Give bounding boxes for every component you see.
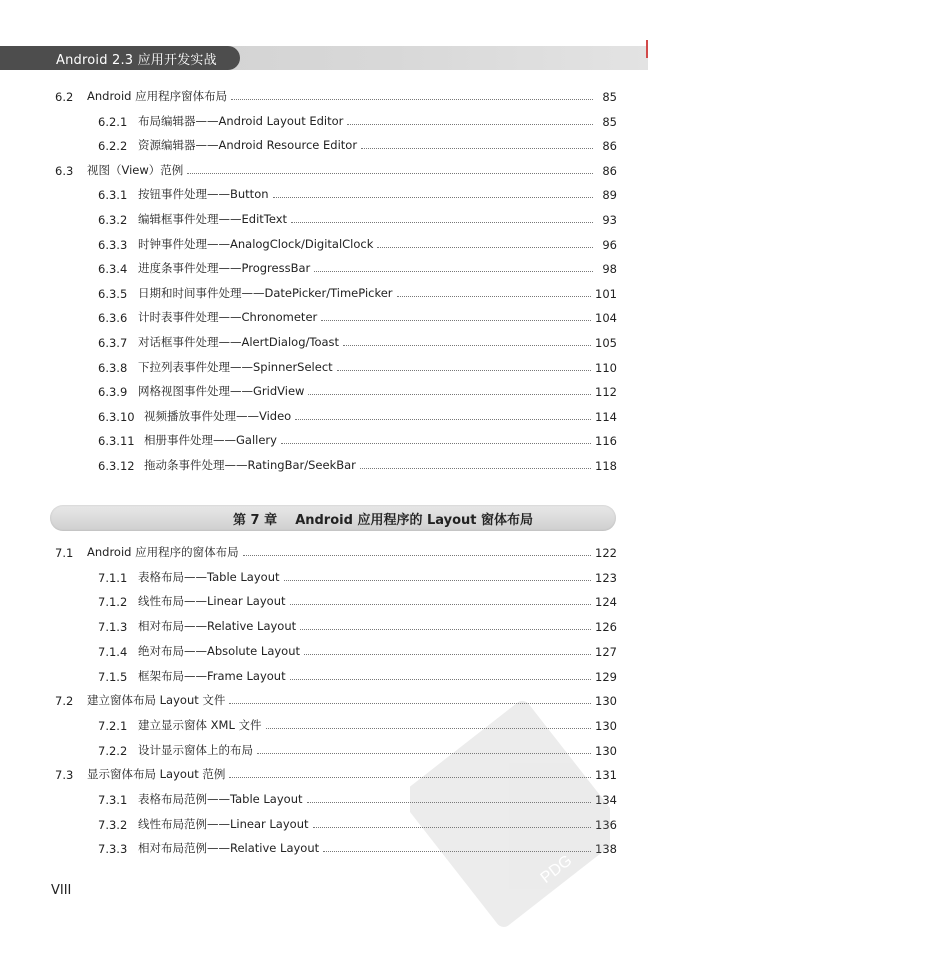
- dot-leader: [361, 148, 593, 149]
- toc-entry-number: 6.3.1: [98, 188, 128, 203]
- toc-entry-title: 进度条事件处理——ProgressBar: [138, 261, 311, 276]
- toc-entry-title: 视图（View）范例: [87, 162, 184, 177]
- dot-leader: [291, 222, 593, 223]
- dot-leader: [313, 827, 592, 828]
- dot-leader: [187, 173, 593, 174]
- dot-leader: [337, 370, 591, 371]
- toc-entry-page: 131: [595, 768, 617, 783]
- dot-leader: [300, 629, 591, 630]
- toc-entry-page: 112: [595, 385, 617, 400]
- toc-entry: [98, 616, 617, 634]
- toc-entry-title: 线性布局——Linear Layout: [138, 594, 286, 609]
- toc-entry-title: 视频播放事件处理——Video: [144, 408, 292, 423]
- dot-leader: [290, 604, 592, 605]
- toc-entry-page: 86: [602, 163, 617, 178]
- toc-entry-page: 89: [602, 188, 617, 203]
- toc-entry-title: 绝对布局——Absolute Layout: [138, 643, 301, 658]
- toc-entry-title: 相对布局——Relative Layout: [138, 619, 297, 634]
- toc-entry-page: 130: [595, 694, 617, 709]
- toc-entry-title: 表格布局——Table Layout: [138, 569, 280, 584]
- dot-leader: [323, 851, 591, 852]
- toc-entry-title: 网格视图事件处理——GridView: [138, 384, 305, 399]
- toc-entry-number: 6.2.2: [98, 139, 128, 154]
- dot-leader: [229, 703, 591, 704]
- toc-entry-number: 6.3: [55, 163, 74, 178]
- toc-entry: [98, 814, 617, 832]
- toc-entry: [98, 357, 617, 375]
- dot-leader: [377, 247, 593, 248]
- toc-entry-number: 7.3.3: [98, 842, 128, 857]
- toc-entry-page: 116: [595, 434, 617, 449]
- toc-entry-title: 设计显示窗体上的布局: [138, 742, 253, 757]
- toc-entry: [98, 209, 617, 227]
- toc-entry-title: 线性布局范例——Linear Layout: [138, 816, 309, 831]
- page-number: VIII: [51, 883, 72, 898]
- toc-entry-page: 104: [595, 311, 617, 326]
- toc-entry-title: Android 应用程序窗体布局: [87, 89, 228, 103]
- toc-entry: [98, 455, 617, 473]
- toc-entry: [98, 307, 617, 325]
- dot-leader: [229, 777, 591, 778]
- toc-entry-title: 计时表事件处理——Chronometer: [138, 310, 318, 325]
- toc-entry-page: 127: [595, 644, 617, 659]
- dot-leader: [243, 555, 591, 556]
- toc-entry-page: 123: [595, 570, 617, 585]
- chapter-heading: [0, 509, 566, 528]
- toc-entry-title: 时钟事件处理——AnalogClock/DigitalClock: [138, 236, 374, 251]
- toc-entry-number: 6.3.6: [98, 311, 128, 326]
- toc-entry: [98, 430, 617, 448]
- toc-entry: [55, 690, 617, 708]
- toc-entry-page: 93: [602, 213, 617, 227]
- toc-entry-number: 7.1: [55, 546, 74, 560]
- toc-entry: [55, 86, 617, 104]
- toc-entry-number: 6.3.3: [98, 237, 128, 252]
- toc-entry-title: 编辑框事件处理——EditText: [138, 212, 288, 226]
- toc-entry: [98, 740, 617, 758]
- toc-entry-title: 布局编辑器——Android Layout Editor: [138, 113, 344, 128]
- toc-entry-page: 118: [595, 459, 617, 473]
- dot-leader: [266, 728, 592, 729]
- dot-leader: [295, 419, 591, 420]
- toc-entry-title: 拖动条事件处理——RatingBar/SeekBar: [144, 458, 356, 472]
- dot-leader: [290, 679, 591, 680]
- toc-entry: [98, 135, 617, 153]
- toc-entry-number: 7.2.2: [98, 743, 128, 758]
- header-edge-mark: [646, 40, 648, 58]
- toc-entry-title: 表格布局范例——Table Layout: [138, 792, 303, 806]
- toc-entry-title: 对话框事件处理——AlertDialog/Toast: [138, 335, 340, 349]
- toc-entry-number: 7.3: [55, 768, 74, 783]
- chapter-title: Android 应用程序的 Layout 窗体布局: [295, 513, 534, 528]
- toc-entry: [98, 406, 617, 424]
- toc-entry-number: 6.3.10: [98, 409, 135, 424]
- toc-entry-page: 129: [595, 669, 617, 684]
- toc-entry-number: 7.1.2: [98, 595, 128, 610]
- toc-entry-page: 114: [595, 409, 617, 424]
- toc-entry-number: 6.3.9: [98, 385, 128, 400]
- toc-entry-page: 124: [595, 595, 617, 610]
- toc-entry-page: 130: [595, 743, 617, 758]
- toc-entry: [98, 111, 617, 129]
- toc-entry: [55, 542, 617, 560]
- toc-entry-number: 6.3.8: [98, 360, 128, 375]
- dot-leader: [231, 99, 593, 100]
- toc-entry-title: 相对布局范例——Relative Layout: [138, 841, 320, 856]
- toc-entry-number: 7.1.4: [98, 644, 128, 659]
- dot-leader: [284, 580, 592, 581]
- toc-entry: [98, 789, 617, 807]
- toc-entry: [98, 381, 617, 399]
- toc-entry-number: 7.1.5: [98, 669, 128, 684]
- dot-leader: [314, 271, 593, 272]
- toc-entry-number: 7.2.1: [98, 718, 128, 733]
- toc-entry: [55, 160, 617, 178]
- dot-leader: [257, 753, 591, 754]
- toc-entry: [98, 184, 617, 202]
- toc-entry-page: 122: [595, 546, 617, 560]
- dot-leader: [347, 124, 593, 125]
- toc-entry-number: 6.3.5: [98, 286, 128, 301]
- dot-leader: [308, 394, 591, 395]
- toc-entry-page: 130: [595, 718, 617, 733]
- watermark-text: PDG: [537, 852, 576, 887]
- toc-entry-page: 138: [595, 842, 617, 857]
- toc-entry: [98, 258, 617, 276]
- toc-entry-page: 85: [602, 114, 617, 129]
- toc-entry-number: 6.3.11: [98, 434, 135, 449]
- dot-leader: [343, 345, 591, 346]
- toc-entry-number: 7.2: [55, 694, 74, 709]
- toc-entry-number: 6.2: [55, 90, 74, 104]
- toc-entry-page: 136: [595, 817, 617, 832]
- toc-entry-number: 7.1.3: [98, 620, 128, 635]
- toc-entry-title: 相册事件处理——Gallery: [144, 433, 277, 448]
- toc-entry-number: 6.3.4: [98, 262, 128, 277]
- toc-entry: [98, 666, 617, 684]
- dot-leader: [321, 320, 591, 321]
- dot-leader: [304, 654, 591, 655]
- toc-entry-number: 7.3.2: [98, 817, 128, 832]
- chapter-label: 第 7 章: [232, 513, 278, 528]
- toc-entry: [98, 234, 617, 252]
- toc-entry-page: 98: [602, 262, 617, 277]
- dot-leader: [281, 443, 591, 444]
- toc-entry-number: 6.3.12: [98, 459, 135, 473]
- toc-entry: [98, 283, 617, 301]
- toc-entry-title: 建立窗体布局 Layout 文件: [87, 693, 226, 708]
- toc-entry-title: 资源编辑器——Android Resource Editor: [138, 138, 358, 153]
- toc-entry-page: 101: [595, 286, 617, 301]
- toc-entry-title: 下拉列表事件处理——SpinnerSelect: [138, 359, 333, 374]
- toc-entry: [98, 838, 617, 856]
- toc-entry-title: 日期和时间事件处理——DatePicker/TimePicker: [138, 285, 393, 300]
- dot-leader: [307, 802, 592, 803]
- toc-entry-page: 105: [595, 336, 617, 350]
- dot-leader: [360, 468, 591, 469]
- toc-entry-number: 6.2.1: [98, 114, 128, 129]
- toc-entry-number: 6.3.7: [98, 336, 128, 350]
- toc-entry-page: 85: [602, 90, 617, 104]
- toc-entry-number: 7.3.1: [98, 793, 128, 807]
- toc-entry: [98, 715, 617, 733]
- toc-entry-page: 86: [602, 139, 617, 154]
- toc-entry-number: 7.1.1: [98, 570, 128, 585]
- toc-entry-page: 126: [595, 620, 617, 635]
- toc-entry-title: 建立显示窗体 XML 文件: [138, 717, 262, 732]
- toc-entry: [98, 567, 617, 585]
- toc-entry-title: 按钮事件处理——Button: [138, 187, 269, 202]
- book-title: Android 2.3 应用开发实战: [56, 53, 217, 68]
- toc-entry-title: Android 应用程序的窗体布局: [87, 545, 239, 559]
- toc-entry: [98, 641, 617, 659]
- toc-entry-page: 96: [602, 237, 617, 252]
- toc-entry-page: 134: [595, 793, 617, 807]
- dot-leader: [397, 296, 592, 297]
- toc-entry-page: 110: [595, 360, 617, 375]
- toc-entry-title: 显示窗体布局 Layout 范例: [87, 767, 226, 782]
- toc-entry: [98, 332, 617, 350]
- dot-leader: [273, 197, 593, 198]
- toc-entry: [55, 764, 617, 782]
- toc-entry-number: 6.3.2: [98, 213, 128, 227]
- toc-entry: [98, 591, 617, 609]
- toc-entry-title: 框架布局——Frame Layout: [138, 668, 286, 683]
